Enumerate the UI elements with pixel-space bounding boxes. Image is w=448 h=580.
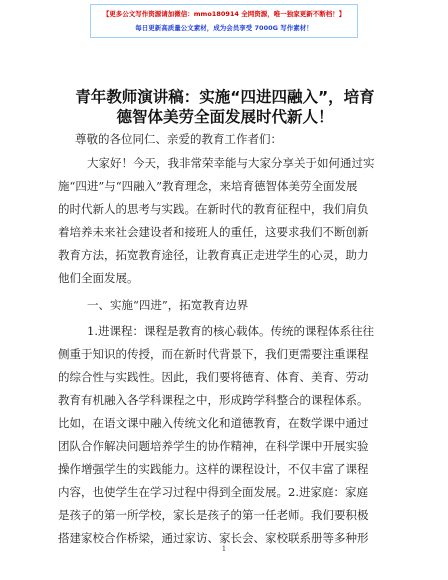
paragraph-line: 大家好！今天，我非常荣幸能与大家分享关于如何通过实	[87, 156, 375, 170]
document-title-line-2: 德智体美劳全面发展时代新人！	[116, 108, 334, 126]
document-title-line-1: 青年教师演讲稿：实施“四进四融入”，培育	[75, 88, 375, 106]
paragraph-line: 教育方法，拓宽教育途径，让教育真正走进学生的心灵，助力	[58, 248, 369, 262]
promo-banner	[90, 4, 358, 38]
promo-banner-line-1: 【更多公文写作资源请加微信：mmo180914 全网资源，唯一独家更新不断档！】	[102, 10, 346, 18]
paragraph-line: 的时代新人的思考与实践。在新时代的教育征程中，我们肩负	[58, 202, 369, 216]
paragraph-line: 搭建家校合作桥梁，通过家访、家长会、家校联系册等多种形	[58, 531, 369, 545]
salutation: 尊敬的各位同仁、亲爱的教育工作者们：	[75, 132, 282, 146]
paragraph-line: 是孩子的第一所学校，家长是孩子的第一任老师。我们要积极	[58, 508, 369, 522]
paragraph-line: 团队合作解决问题培养学生的协作精神，在科学课中开展实验	[58, 439, 369, 453]
paragraph-line: 内容，也使学生在学习过程中得到全面发展。2.进家庭：家庭	[58, 485, 368, 499]
paragraph-line: 1.进课程：课程是教育的核心载体。传统的课程体系往往	[87, 324, 374, 338]
page-number: 1	[221, 545, 227, 553]
paragraph-line: 比如，在语文课中融入传统文化和道德教育，在数学课中通过	[58, 416, 369, 430]
paragraph-line: 施“四进”与“四融入”教育理念，来培育德智体美劳全面发展	[58, 179, 358, 193]
paragraph-line: 他们全面发展。	[58, 271, 139, 285]
paragraph-line: 的综合性与实践性。因此，我们要将德育、体育、美育、劳动	[58, 370, 369, 384]
section-heading: 一、实施“四进”，拓宽教育边界	[87, 298, 249, 312]
paragraph-line: 操作增强学生的实践能力。这样的课程设计，不仅丰富了课程	[58, 462, 369, 476]
promo-banner-line-2: 每日更新高质量公文素材，成为会员享受 7000G 写作素材！	[135, 24, 313, 32]
paragraph-line: 着培养未来社会建设者和接班人的重任，这要求我们不断创新	[58, 225, 369, 239]
paragraph-line: 侧重于知识的传授，而在新时代背景下，我们更需要注重课程	[58, 347, 369, 361]
paragraph-line: 教育有机融入各学科课程之中，形成跨学科整合的课程体系。	[58, 393, 369, 407]
